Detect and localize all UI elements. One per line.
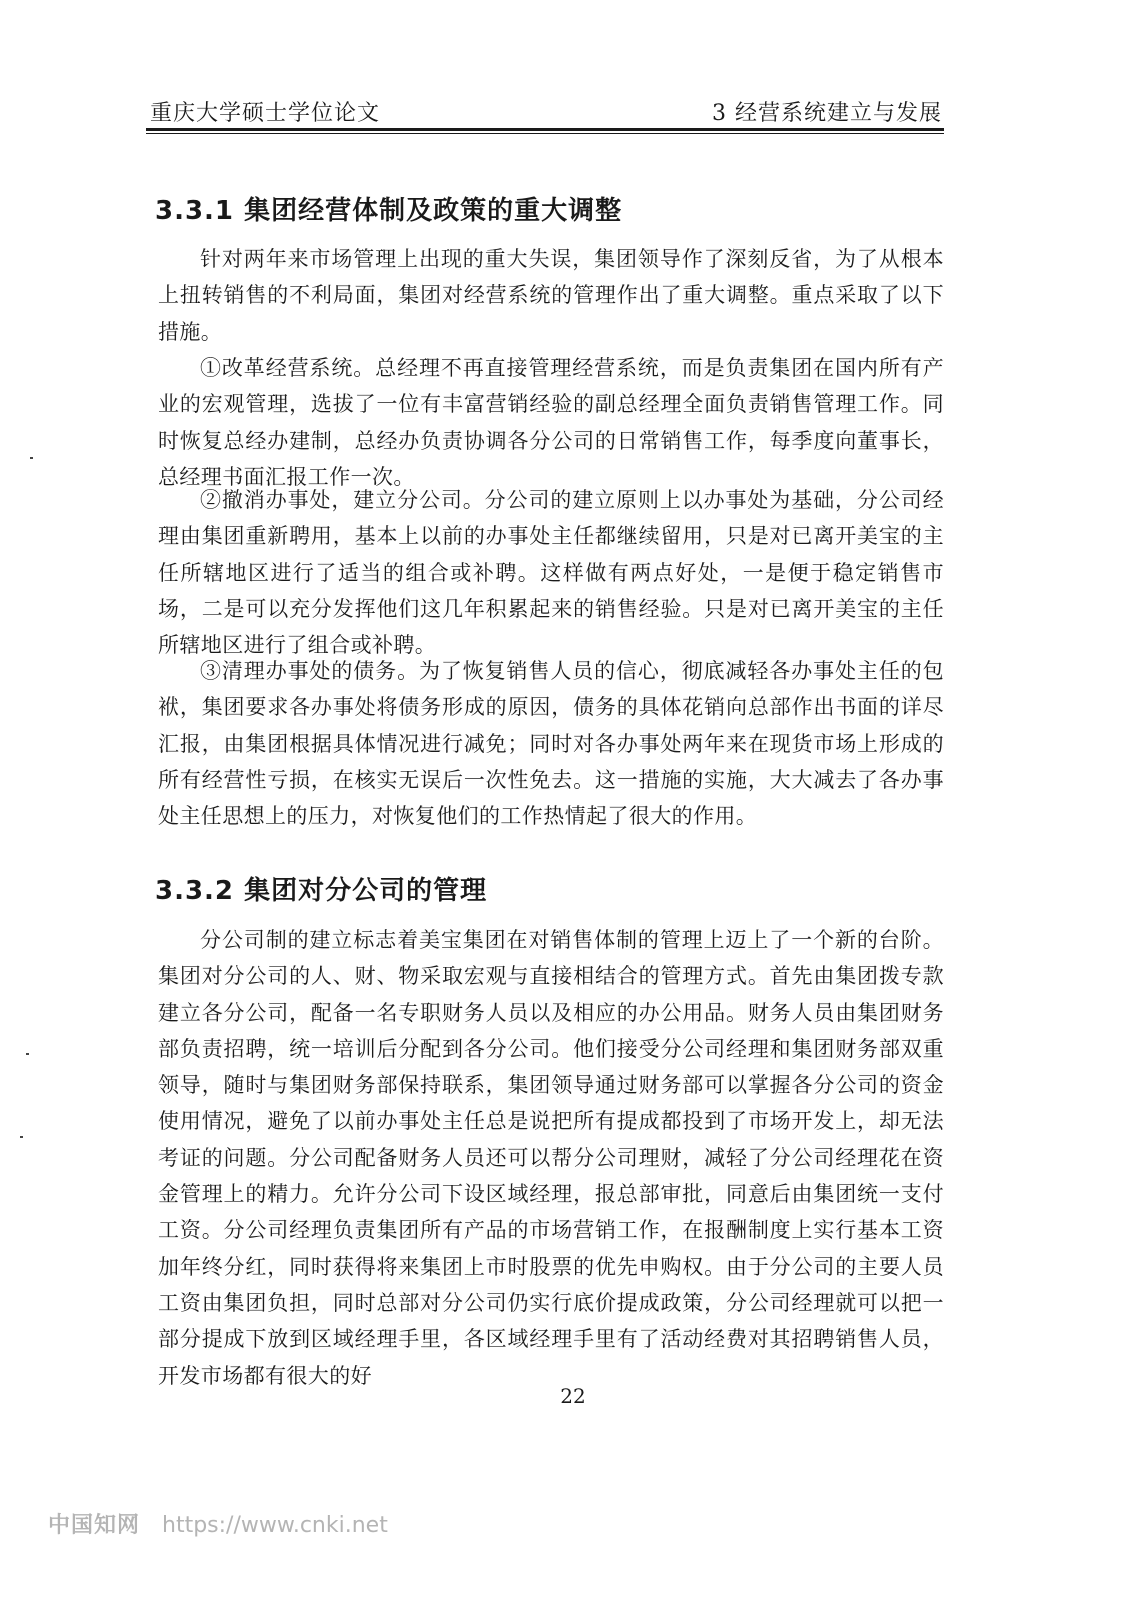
scan-speck [26,1053,29,1055]
paragraph-intro: 针对两年来市场管理上出现的重大失误，集团领导作了深刻反省，为了从根本上扭转销售的不利局面，集团对经营系统的管理作出了重大调整。重点采取了以下措施。 [158,247,944,344]
section-heading-3-3-2: 3.3.2 集团对分公司的管理 [155,876,488,906]
header-rule-thin [146,133,944,134]
paragraph-measure-2: ②撤消办事处，建立分公司。分公司的建立原则上以办事处为基础，分公司经理由集团重新聘用，基本上以前的办事处主任都继续留用，只是对已离开美宝的主任所辖地区进行了适当的组合或补聘。这样做有两点好处，一是便于稳定销售市场，二是可以充分发挥他们这几年积累起来的销售经验。只是对已离开美宝的主任所辖地区进行了组合或补聘。 [158,488,944,658]
page-number: 22 [560,1384,586,1408]
watermark-brand: 中国知网 [48,1513,141,1538]
scan-speck [30,457,33,459]
running-header-left: 重庆大学硕士学位论文 [150,101,381,126]
paragraph-measure-3: ③清理办事处的债务。为了恢复销售人员的信心，彻底减轻各办事处主任的包袱，集团要求各办事处将债务形成的原因，债务的具体花销向总部作出书面的详尽汇报，由集团根据具体情况进行减免；同时对各办事处两年来在现货市场上形成的所有经营性亏损，在核实无误后一次性免去。这一措施的实施，大大减去了各办事处主任思想上的压力，对恢复他们的工作热情起了很大的作用。 [158,659,944,829]
section-heading-3-3-1: 3.3.1 集团经营体制及政策的重大调整 [155,196,623,226]
cnki-watermark [48,1508,388,1539]
watermark-url: https://www.cnki.net [162,1513,388,1538]
running-header-right: 3 经营系统建立与发展 [712,101,942,126]
paragraph-branch-management: 分公司制的建立标志着美宝集团在对销售体制的管理上迈上了一个新的台阶。集团对分公司的人、财、物采取宏观与直接相结合的管理方式。首先由集团拨专款建立各分公司，配备一名专职财务人员以及相应的办公用品。财务人员由集团财务部负责招聘，统一培训后分配到各分公司。他们接受分公司经理和集团财务部双重领导，随时与集团财务部保持联系，集团领导通过财务部可以掌握各分公司的资金使用情况，避免了以前办事处主任总是说把所有提成都投到了市场开发上，却无法考证的问题。分公司配备财务人员还可以帮分公司理财，减轻了分公司经理花在资金管理上的精力。允许分公司下设区域经理，报总部审批，同意后由集团统一支付工资。分公司经理负责集团所有产品的市场营销工作，在报酬制度上实行基本工资加年终分红，同时获得将来集团上市时股票的优先申购权。由于分公司的主要人员工资由集团负担，同时总部对分公司仍实行底价提成政策，分公司经理就可以把一部分提成下放到区域经理手里，各区域经理手里有了活动经费对其招聘销售人员，开发市场都有很大的好 [158,928,944,1388]
paragraph-measure-1: ①改革经营系统。总经理不再直接管理经营系统，而是负责集团在国内所有产业的宏观管理，选拔了一位有丰富营销经验的副总经理全面负责销售管理工作。同时恢复总经办建制，总经办负责协调各分公司的日常销售工作，每季度向董事长，总经理书面汇报工作一次。 [158,356,944,489]
header-rule-thick [146,128,944,131]
scan-speck [20,1136,23,1138]
